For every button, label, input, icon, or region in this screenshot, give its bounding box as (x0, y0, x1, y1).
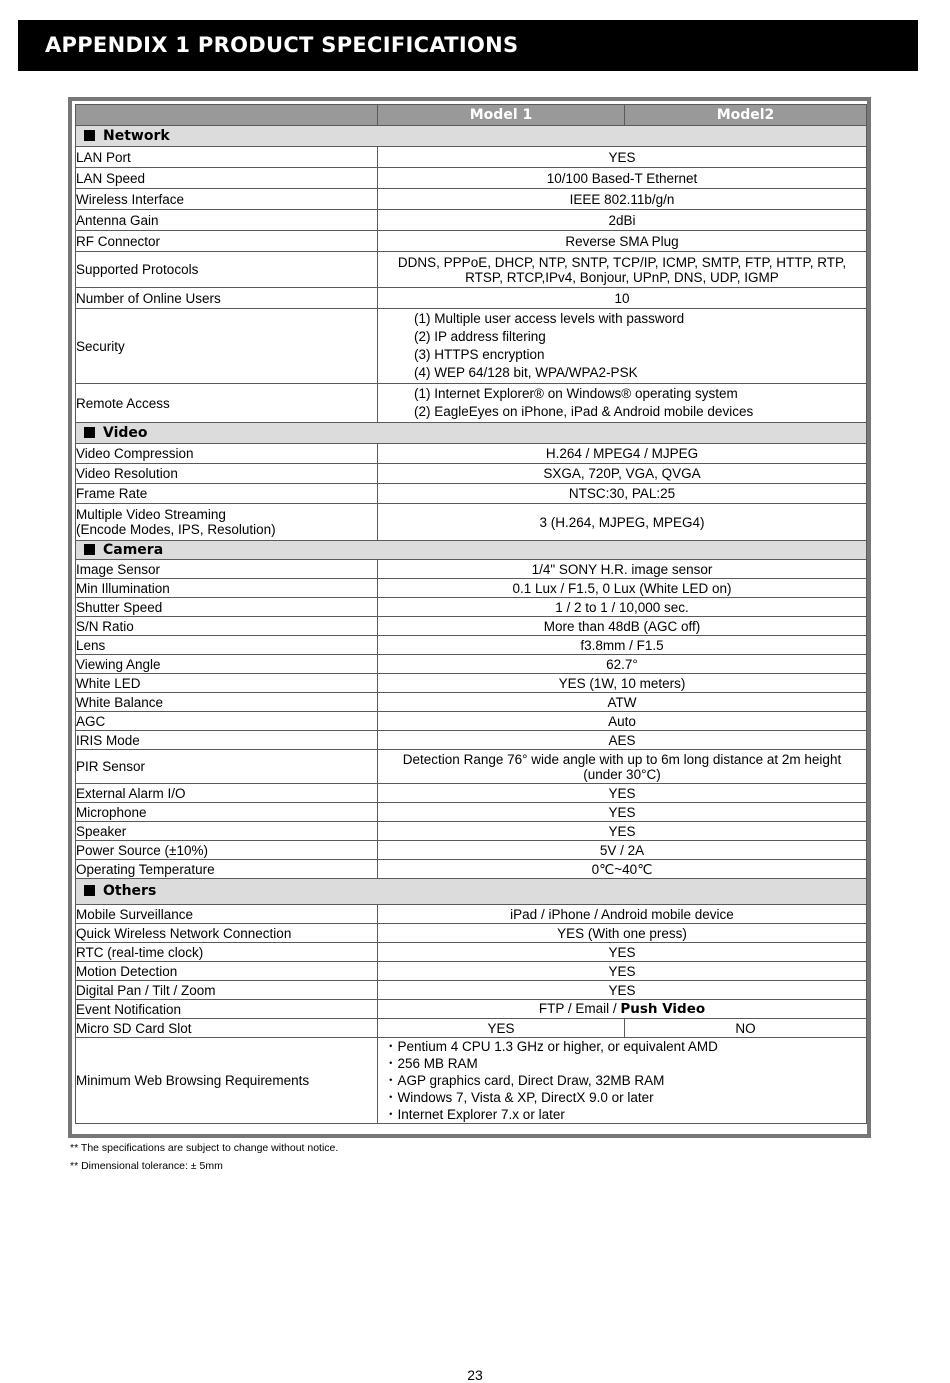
spec-value: YES (378, 822, 867, 841)
value-line: DDNS, PPPoE, DHCP, NTP, SNTP, TCP/IP, ICMP, SMTP, FTP, HTTP, RTP, (397, 254, 847, 270)
spec-value: 0℃~40℃ (378, 860, 867, 879)
spec-label: Antenna Gain (76, 210, 378, 231)
spec-value: YES (378, 981, 867, 1000)
table-row (76, 841, 867, 860)
spec-label: Shutter Speed (76, 598, 378, 617)
spec-value: YES (378, 147, 867, 168)
footnote: ** Dimensional tolerance: ± 5mm (70, 1160, 223, 1172)
spec-value: SXGA, 720P, VGA, QVGA (378, 464, 867, 484)
table-row (76, 384, 867, 423)
section-camera (76, 541, 867, 560)
spec-value: 10/100 Based-T Ethernet (378, 168, 867, 189)
spec-value: 62.7° (378, 655, 867, 674)
list-item: (2) IP address filtering (414, 329, 546, 344)
section-others (76, 879, 867, 905)
spec-value: YES (With one press) (378, 924, 867, 943)
page-title: APPENDIX 1 PRODUCT SPECIFICATIONS (45, 33, 519, 57)
spec-value: YES (378, 943, 867, 962)
header-blank-cell (76, 105, 378, 126)
square-bullet-icon (84, 427, 95, 438)
spec-label: PIR Sensor (76, 750, 378, 784)
spec-label: Frame Rate (76, 484, 378, 504)
value-line: (under 30°C) (583, 766, 661, 782)
spec-label: Micro SD Card Slot (76, 1019, 378, 1038)
square-bullet-icon (84, 544, 95, 555)
table-row (76, 484, 867, 504)
section-network (76, 126, 867, 147)
column-model2: Model2 (625, 105, 867, 126)
value-line: RTSP, RTCP,IPv4, Bonjour, UPnP, DNS, UDP, IGMP (465, 269, 779, 285)
spec-label: White LED (76, 674, 378, 693)
square-bullet-icon (84, 130, 95, 141)
spec-value (378, 384, 867, 423)
list-item: ・Pentium 4 CPU 1.3 GHz or higher, or equivalent AMD (384, 1039, 718, 1054)
spec-value (378, 1038, 867, 1124)
spec-label: External Alarm I/O (76, 784, 378, 803)
spec-label: White Balance (76, 693, 378, 712)
spec-label: RTC (real-time clock) (76, 943, 378, 962)
spec-label: Digital Pan / Tilt / Zoom (76, 981, 378, 1000)
table-row (76, 1019, 867, 1038)
column-model1: Model 1 (378, 105, 625, 126)
section-heading: Network (103, 127, 170, 144)
list-item: (1) Internet Explorer® on Windows® operating system (414, 386, 738, 401)
table-row (76, 1000, 867, 1019)
table-row (76, 655, 867, 674)
spec-value (378, 309, 867, 384)
table-row (76, 560, 867, 579)
spec-value (378, 1000, 867, 1019)
spec-label: Event Notification (76, 1000, 378, 1019)
header-row (76, 105, 867, 126)
label-line: (Encode Modes, IPS, Resolution) (76, 522, 276, 537)
table-row (76, 464, 867, 484)
table-row (76, 636, 867, 655)
spec-label: Video Compression (76, 444, 378, 464)
spec-value (378, 750, 867, 784)
spec-value: iPad / iPhone / Android mobile device (378, 905, 867, 924)
list-item: (2) EagleEyes on iPhone, iPad & Android mobile devices (414, 404, 754, 419)
spec-value: More than 48dB (AGC off) (378, 617, 867, 636)
spec-label: Viewing Angle (76, 655, 378, 674)
list-item: ・AGP graphics card, Direct Draw, 32MB RAM (384, 1073, 665, 1088)
spec-value: NTSC:30, PAL:25 (378, 484, 867, 504)
spec-label: Mobile Surveillance (76, 905, 378, 924)
list-item: (4) WEP 64/128 bit, WPA/WPA2-PSK (414, 365, 638, 380)
table-row (76, 252, 867, 288)
spec-label: Supported Protocols (76, 252, 378, 288)
table-row (76, 189, 867, 210)
spec-label: Microphone (76, 803, 378, 822)
spec-value: IEEE 802.11b/g/n (378, 189, 867, 210)
spec-label: Power Source (±10%) (76, 841, 378, 860)
spec-value: f3.8mm / F1.5 (378, 636, 867, 655)
spec-value: 10 (378, 288, 867, 309)
table-row (76, 444, 867, 464)
section-heading: Camera (103, 541, 164, 558)
spec-label: AGC (76, 712, 378, 731)
table-row (76, 943, 867, 962)
table-row (76, 693, 867, 712)
spec-value: Auto (378, 712, 867, 731)
spec-value: ATW (378, 693, 867, 712)
table-row (76, 1038, 867, 1124)
spec-label: Remote Access (76, 384, 378, 423)
spec-value: 0.1 Lux / F1.5, 0 Lux (White LED on) (378, 579, 867, 598)
table-row (76, 905, 867, 924)
label-line: Multiple Video Streaming (76, 507, 226, 522)
spec-value: YES (1W, 10 meters) (378, 674, 867, 693)
spec-label: Security (76, 309, 378, 384)
spec-label: Operating Temperature (76, 860, 378, 879)
spec-value: 1 / 2 to 1 / 10,000 sec. (378, 598, 867, 617)
table-row (76, 598, 867, 617)
spec-label: Speaker (76, 822, 378, 841)
spec-label: LAN Port (76, 147, 378, 168)
spec-value: 5V / 2A (378, 841, 867, 860)
spec-label: Number of Online Users (76, 288, 378, 309)
spec-value: 3 (H.264, MJPEG, MPEG4) (378, 504, 867, 541)
title-bar (18, 20, 918, 71)
table-row (76, 731, 867, 750)
spec-value: H.264 / MPEG4 / MJPEG (378, 444, 867, 464)
value-text: FTP / Email / (538, 1001, 621, 1016)
spec-table-frame (68, 97, 871, 1138)
spec-value: YES (378, 803, 867, 822)
value-line: Detection Range 76° wide angle with up to 6m long distance at 2m height (402, 751, 842, 767)
spec-value: Reverse SMA Plug (378, 231, 867, 252)
spec-value: 1/4" SONY H.R. image sensor (378, 560, 867, 579)
table-row (76, 962, 867, 981)
section-video (76, 423, 867, 444)
page-number: 23 (467, 1367, 483, 1383)
spec-label: Video Resolution (76, 464, 378, 484)
spec-label: S/N Ratio (76, 617, 378, 636)
spec-label: Min Illumination (76, 579, 378, 598)
spec-label: Motion Detection (76, 962, 378, 981)
spec-label: IRIS Mode (76, 731, 378, 750)
footnote: ** The specifications are subject to change without notice. (70, 1142, 339, 1154)
value-bold-text: Push Video (620, 1001, 706, 1017)
spec-label: Minimum Web Browsing Requirements (76, 1038, 378, 1124)
list-item: (1) Multiple user access levels with password (414, 311, 685, 326)
list-item: ・Windows 7, Vista & XP, DirectX 9.0 or later (384, 1090, 654, 1105)
spec-table (75, 104, 867, 1124)
table-row (76, 504, 867, 541)
spec-label (76, 504, 378, 541)
table-row (76, 712, 867, 731)
section-heading: Video (103, 424, 148, 441)
table-row (76, 981, 867, 1000)
table-row (76, 617, 867, 636)
table-row (76, 579, 867, 598)
table-row (76, 924, 867, 943)
spec-value: 2dBi (378, 210, 867, 231)
table-row (76, 288, 867, 309)
square-bullet-icon (84, 885, 95, 896)
table-row (76, 860, 867, 879)
spec-label: Lens (76, 636, 378, 655)
spec-label: Wireless Interface (76, 189, 378, 210)
spec-value: YES (378, 784, 867, 803)
table-row (76, 231, 867, 252)
table-row (76, 803, 867, 822)
table-row (76, 674, 867, 693)
spec-label: Quick Wireless Network Connection (76, 924, 378, 943)
spec-label: RF Connector (76, 231, 378, 252)
list-item: ・256 MB RAM (384, 1056, 478, 1071)
spec-value-model1: YES (378, 1019, 625, 1038)
spec-value-model2: NO (625, 1019, 867, 1038)
spec-label: LAN Speed (76, 168, 378, 189)
table-row (76, 168, 867, 189)
table-row (76, 750, 867, 784)
table-row (76, 309, 867, 384)
spec-value: YES (378, 962, 867, 981)
list-item: (3) HTTPS encryption (414, 347, 545, 362)
table-row (76, 822, 867, 841)
spec-label: Image Sensor (76, 560, 378, 579)
table-row (76, 210, 867, 231)
section-heading: Others (103, 883, 157, 899)
list-item: ・Internet Explorer 7.x or later (384, 1107, 565, 1122)
table-row (76, 147, 867, 168)
spec-value: AES (378, 731, 867, 750)
spec-value (378, 252, 867, 288)
table-row (76, 784, 867, 803)
